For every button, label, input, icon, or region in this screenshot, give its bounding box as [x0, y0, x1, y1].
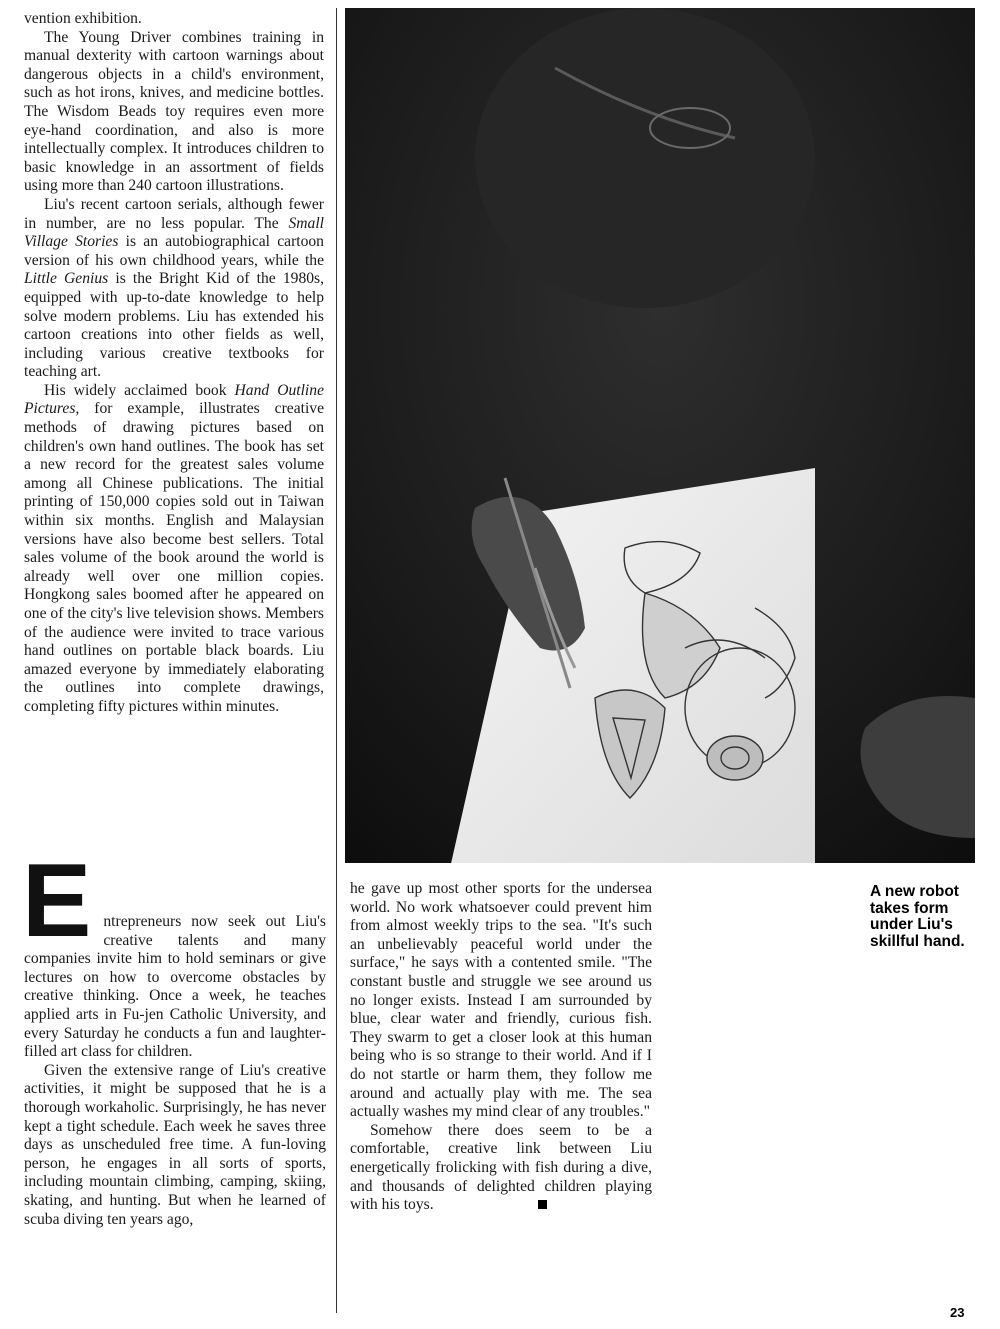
paragraph: Liu's recent cartoon serials, although fewer in number, are no less popular. The Small Village Stories is an autobiographical cartoon version of his own childhood years, while the Little Genius is the Bright Kid of the 1980s, equipped with up-to-date knowledge to help solve modern problems. Liu has extended his cartoon creations into other fields as well, including various creative textbooks for teaching art. [24, 195, 324, 381]
article-column-left-bottom [22, 843, 326, 1229]
paragraph: Given the extensive range of Liu's creative activities, it might be supposed that he is a thorough workaholic. Surprisingly, he has never kept a tight schedule. Each week he saves three days as unscheduled free time. A fun-loving person, he engages in all sorts of sports, including mountain climbing, camping, skiing, skating, and hunting. But when he learned of scuba diving ten years ago, [24, 1061, 326, 1228]
paragraph: vention exhibition. [24, 10, 142, 27]
book-title: Hand Outline Pictures, [24, 381, 324, 418]
drop-cap: E [22, 843, 92, 959]
robot-drawing-photo [345, 8, 975, 863]
paragraph: His widely acclaimed book Hand Outline Pictures, for example, illustrates creative methods of drawing pictures based on children's own hand outlines. The book has set a new record for the greatest sales volume among all Chinese publications. The initial printing of 150,000 copies sold out in Taiwan within six months. English and Malaysian versions have also become best sellers. Total sales volume of the book around the world is already well over one million copies. Hongkong sales boomed after he appeared on one of the city's live television shows. Members of the audience were invited to trace various hand outlines on portable black boards. Liu amazed everyone by immediately elaborating the outlines into complete drawings, completing fifty pictures within minutes. [24, 381, 324, 715]
photo-illustration [345, 8, 975, 863]
paragraph: Somehow there does seem to be a comfortable, creative link between Liu energetically frolicking with fish during a dive, and thousands of delighted children playing with his toys. [350, 1121, 652, 1214]
page-number: 23 [950, 1305, 965, 1320]
column-rule [336, 8, 337, 1313]
article-column-left-top [24, 10, 324, 717]
end-of-article-mark [538, 1200, 547, 1209]
paragraph: he gave up most other sports for the undersea world. No work whatsoever could prevent him from almost weekly trips to the sea. "It's such an unbelievably peaceful world under the surface," he says with a contented smile. "The constant bustle and struggle we see around us no longer exists. Instead I am surrounded by blue, clear water and friendly, curious fish. They swarm to get a closer look at this human being who is so strange to their world. And if I do not startle or harm them, they follow me around and actually play with me. The sea actually washes my mind clear of any troubles." [350, 880, 652, 1121]
paragraph: The Young Driver combines training in manual dexterity with cartoon warnings about dangerous objects in a child's environment, such as hot irons, knives, and medicine bottles. The Wisdom Beads toy requires even more eye-hand coordination, and also is more intellectually complex. It introduces children to basic knowledge in an assortment of fields using more than 240 cartoon illustrations. [24, 28, 324, 195]
book-title: Little Genius [24, 270, 109, 288]
book-title: Small Village Stories [24, 214, 324, 251]
paragraph: ntrepreneurs now seek out Liu's creative talents and many companies invite him to hold seminars or give lectures on how to overcome obstacles by creative thinking. Once a week, he teaches applied arts in Fu-jen Catholic University, and every Saturday he conducts a fun and laughter-filled art class for children. [24, 913, 326, 1061]
article-column-middle-bottom [350, 880, 652, 1215]
photo-caption: A new robot takes form under Liu's skillful hand. [870, 883, 965, 950]
